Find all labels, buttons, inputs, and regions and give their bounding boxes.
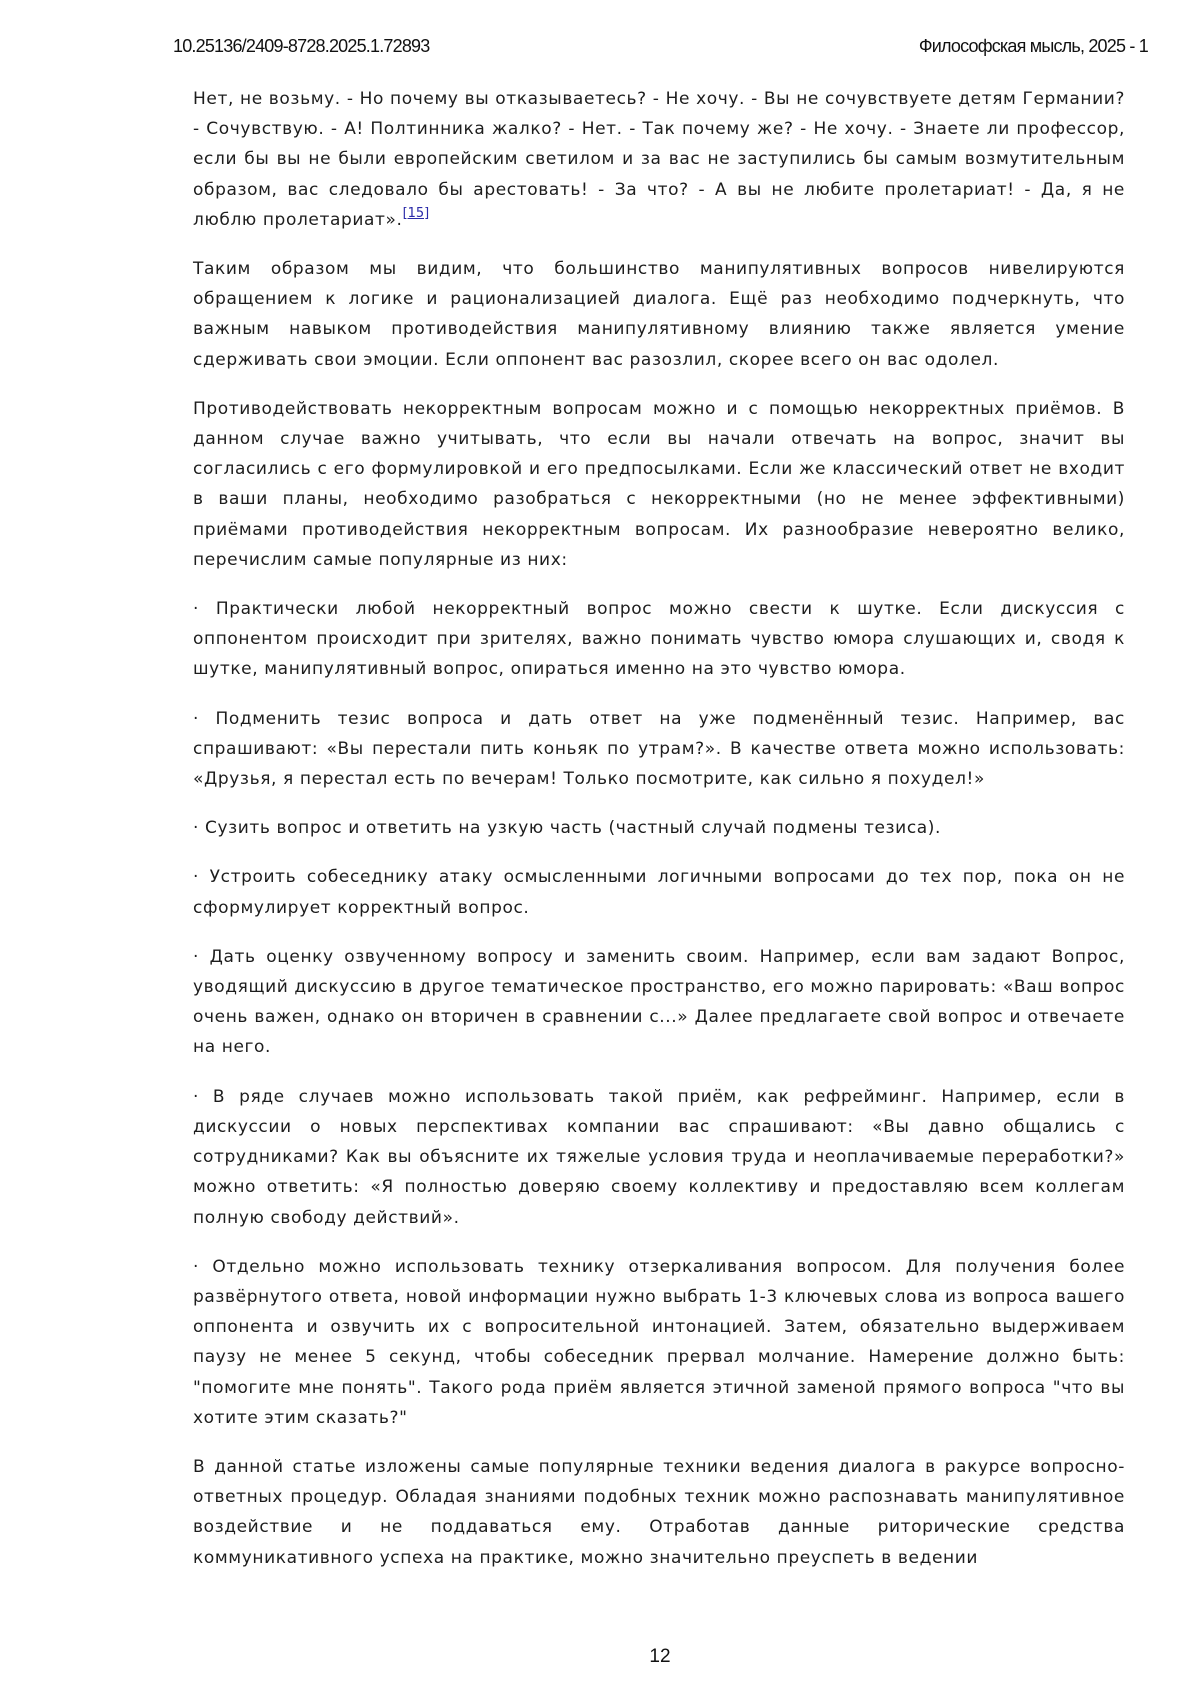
list-item-joke: · Практически любой некорректный вопрос можно свести к шутке. Если дискуссия с оппонентом происходит при зрителях, важно понимать чувство юмора слушающих и, сводя к шутке, манипулятивный вопрос, опираться именно на это чувство юмора.: [193, 594, 1125, 685]
paragraph-quote-end: [193, 84, 1125, 235]
paragraph-article-summary: В данной статье изложены самые популярные техники ведения диалога в ракурсе вопросно-ответных процедур. Обладая знаниями подобных техник можно распознавать манипулятивное воздействие и не поддаваться ему. Отработав данные риторические средства коммуникативного успеха на практике, можно значительно преуспеть в ведении: [193, 1452, 1125, 1573]
paragraph-text: Нет, не возьму. - Но почему вы отказываетесь? - Не хочу. - Вы не сочувствуете детям Германии? - Сочувствую. - А! Полтинника жалко? - Нет. - Так почему же? - Не хочу. - Знаете ли профессор, если бы вы не были европейским светилом и за вас не заступились бы самым возмутительным образом, вас следовало бы арестовать! - За что? - А вы не любите пролетариат! - Да, я не люблю пролетариат».: [193, 89, 1125, 230]
list-item-mirroring: · Отдельно можно использовать технику отзеркаливания вопросом. Для получения более развёрнутого ответа, новой информации нужно выбрать 1-3 ключевых слова из вопроса вашего оппонента и озвучить их с вопросительной интонацией. Затем, обязательно выдерживаем паузу не менее 5 секунд, чтобы собеседник прервал молчание. Намерение должно быть: "помогите мне понять". Такого рода приём является этичной заменой прямого вопроса "что вы хотите этим сказать?": [193, 1252, 1125, 1433]
list-item-evaluate-and-replace: · Дать оценку озвученному вопросу и заменить своим. Например, если вам задают Вопрос, уводящий дискуссию в другое тематическое пространство, его можно парировать: «Ваш вопрос очень важен, однако он вторичен в сравнении с...» Далее предлагаете свой вопрос и отвечаете на него.: [193, 942, 1125, 1063]
doi-label: 10.25136/2409-8728.2025.1.72893: [173, 36, 429, 57]
journal-title: Философская мысль, 2025 - 1: [919, 36, 1148, 57]
article-body: [193, 84, 1125, 1592]
paragraph-conclusion-manipulation: Таким образом мы видим, что большинство манипулятивных вопросов нивелируются обращением к логике и рационализацией диалога. Ещё раз необходимо подчеркнуть, что важным навыком противодействия манипулятивному влиянию также является умение сдерживать свои эмоции. Если оппонент вас разозлил, скорее всего он вас одолел.: [193, 254, 1125, 375]
footnote-link[interactable]: [15]: [403, 206, 430, 221]
paragraph-incorrect-techniques-intro: Противодействовать некорректным вопросам можно и с помощью некорректных приёмов. В данном случае важно учитывать, что если вы начали отвечать на вопрос, значит вы согласились с его формулировкой и его предпосылками. Если же классический ответ не входит в ваши планы, необходимо разобраться с некорректными (но не менее эффективными) приёмами противодействия некорректным вопросам. Их разнообразие невероятно велико, перечислим самые популярные из них:: [193, 394, 1125, 575]
list-item-narrow-question: · Сузить вопрос и ответить на узкую часть (частный случай подмены тезиса).: [193, 813, 1125, 843]
list-item-substitute-thesis: · Подменить тезис вопроса и дать ответ на уже подменённый тезис. Например, вас спрашивают: «Вы перестали пить коньяк по утрам?». В качестве ответа можно использовать: «Друзья, я перестал есть по вечерам! Только посмотрите, как сильно я похудел!»: [193, 704, 1125, 795]
list-item-reframing: · В ряде случаев можно использовать такой приём, как рефрейминг. Например, если в дискуссии о новых перспективах компании вас спрашивают: «Вы давно общались с сотрудниками? Как вы объясните их тяжелые условия труда и неоплачиваемые переработки?» можно ответить: «Я полностью доверяю своему коллективу и предоставляю всем коллегам полную свободу действий».: [193, 1082, 1125, 1233]
page-number: 12: [0, 1646, 1200, 1668]
page-header: [173, 36, 1148, 64]
list-item-question-attack: · Устроить собеседнику атаку осмысленными логичными вопросами до тех пор, пока он не сформулирует корректный вопрос.: [193, 862, 1125, 922]
